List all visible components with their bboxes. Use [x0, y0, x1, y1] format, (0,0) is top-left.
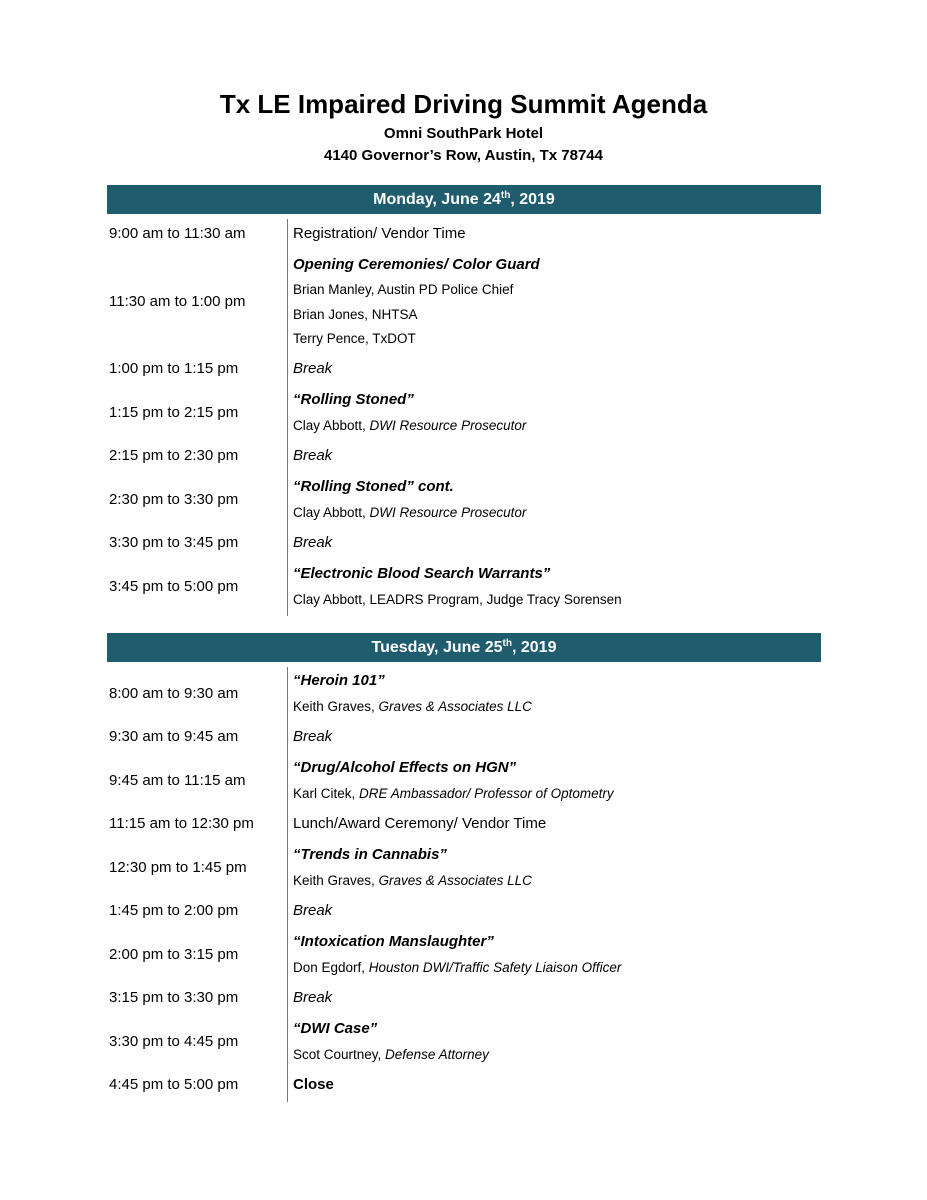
speaker-role: DRE Ambassador/ Professor of Optometry — [359, 786, 614, 801]
venue-address: 4140 Governor’s Row, Austin, Tx 78744 — [324, 147, 603, 164]
session-time: 3:30 pm to 3:45 pm — [109, 534, 239, 551]
session-speaker — [293, 785, 614, 803]
session-time: 1:15 pm to 2:15 pm — [109, 404, 239, 421]
session-speaker: Brian Manley, Austin PD Police Chief — [293, 282, 514, 297]
session-time: 3:30 pm to 4:45 pm — [109, 1033, 239, 1050]
day-label-suffix-sup: th — [502, 638, 512, 649]
speaker-role: Graves & Associates LLC — [378, 699, 532, 714]
session-speaker — [293, 959, 621, 977]
day-header-monday — [107, 185, 821, 214]
speaker-name: Clay Abbott, — [293, 418, 370, 433]
session-time: 9:00 am to 11:30 am — [109, 225, 246, 242]
session-title: Break — [293, 989, 333, 1006]
session-time: 8:00 am to 9:30 am — [109, 685, 239, 702]
session-title: “Intoxication Manslaughter” — [293, 933, 494, 950]
session-time: 2:30 pm to 3:30 pm — [109, 491, 239, 508]
session-speaker — [293, 417, 526, 435]
session-time: 12:30 pm to 1:45 pm — [109, 859, 247, 876]
session-title: Break — [293, 902, 333, 919]
day-label: Tuesday, June 25 — [371, 639, 503, 656]
session-time: 11:30 am to 1:00 pm — [109, 293, 246, 310]
session-title: “Drug/Alcohol Effects on HGN” — [293, 759, 517, 776]
session-time: 11:15 am to 12:30 pm — [109, 815, 254, 832]
session-title: Break — [293, 728, 333, 745]
session-time: 2:00 pm to 3:15 pm — [109, 946, 239, 963]
speaker-name: Keith Graves, — [293, 873, 379, 888]
session-speaker — [293, 504, 526, 522]
day-label: Monday, June 24 — [373, 191, 501, 208]
speaker-name: Clay Abbott, — [293, 505, 370, 520]
session-speaker: Terry Pence, TxDOT — [293, 331, 416, 346]
session-title: Close — [293, 1076, 334, 1093]
column-divider — [287, 667, 288, 1102]
day-label-suffix-sup: th — [500, 190, 511, 201]
session-time: 9:30 am to 9:45 am — [109, 728, 239, 745]
session-time: 4:45 pm to 5:00 pm — [109, 1076, 239, 1093]
speaker-name: Keith Graves, — [293, 699, 379, 714]
venue-name: Omni SouthPark Hotel — [383, 125, 544, 142]
session-title: Break — [293, 534, 333, 551]
session-time: 1:00 pm to 1:15 pm — [109, 360, 239, 377]
session-speaker — [293, 872, 532, 890]
speaker-role: Defense Attorney — [385, 1047, 489, 1062]
session-title: “Trends in Cannabis” — [293, 846, 447, 863]
session-title: “Rolling Stoned” cont. — [293, 478, 454, 495]
session-title: “Electronic Blood Search Warrants” — [293, 565, 551, 582]
session-time: 9:45 am to 11:15 am — [109, 772, 246, 789]
session-title: Break — [293, 360, 333, 377]
session-speaker: Clay Abbott, LEADRS Program, Judge Tracy Sorensen — [293, 592, 622, 607]
session-speaker: Brian Jones, NHTSA — [293, 307, 418, 322]
page-title: Tx LE Impaired Driving Summit Agenda — [219, 89, 708, 119]
session-title: “Rolling Stoned” — [293, 391, 414, 408]
session-title: Lunch/Award Ceremony/ Vendor Time — [293, 815, 547, 832]
speaker-role: DWI Resource Prosecutor — [369, 418, 527, 433]
speaker-role: Graves & Associates LLC — [378, 873, 532, 888]
session-title: “DWI Case” — [293, 1020, 378, 1037]
session-title: Break — [293, 447, 333, 464]
speaker-name: Scot Courtney, — [293, 1047, 386, 1062]
session-time: 1:45 pm to 2:00 pm — [109, 902, 239, 919]
session-speaker — [293, 698, 532, 716]
session-title: Opening Ceremonies/ Color Guard — [293, 256, 540, 273]
column-divider — [287, 219, 288, 616]
session-title: “Heroin 101” — [293, 672, 385, 689]
session-speaker — [293, 1046, 489, 1064]
speaker-name: Don Egdorf, — [293, 960, 369, 975]
day-header-tuesday — [107, 633, 821, 662]
session-time: 2:15 pm to 2:30 pm — [109, 447, 239, 464]
day-label-year: , 2019 — [510, 191, 555, 208]
session-time: 3:15 pm to 3:30 pm — [109, 989, 239, 1006]
speaker-role: Houston DWI/Traffic Safety Liaison Officer — [368, 960, 622, 975]
session-title: Registration/ Vendor Time — [293, 225, 466, 242]
day-label-year: , 2019 — [511, 639, 557, 656]
session-time: 3:45 pm to 5:00 pm — [109, 578, 239, 595]
speaker-name: Karl Citek, — [293, 786, 360, 801]
speaker-role: DWI Resource Prosecutor — [369, 505, 527, 520]
